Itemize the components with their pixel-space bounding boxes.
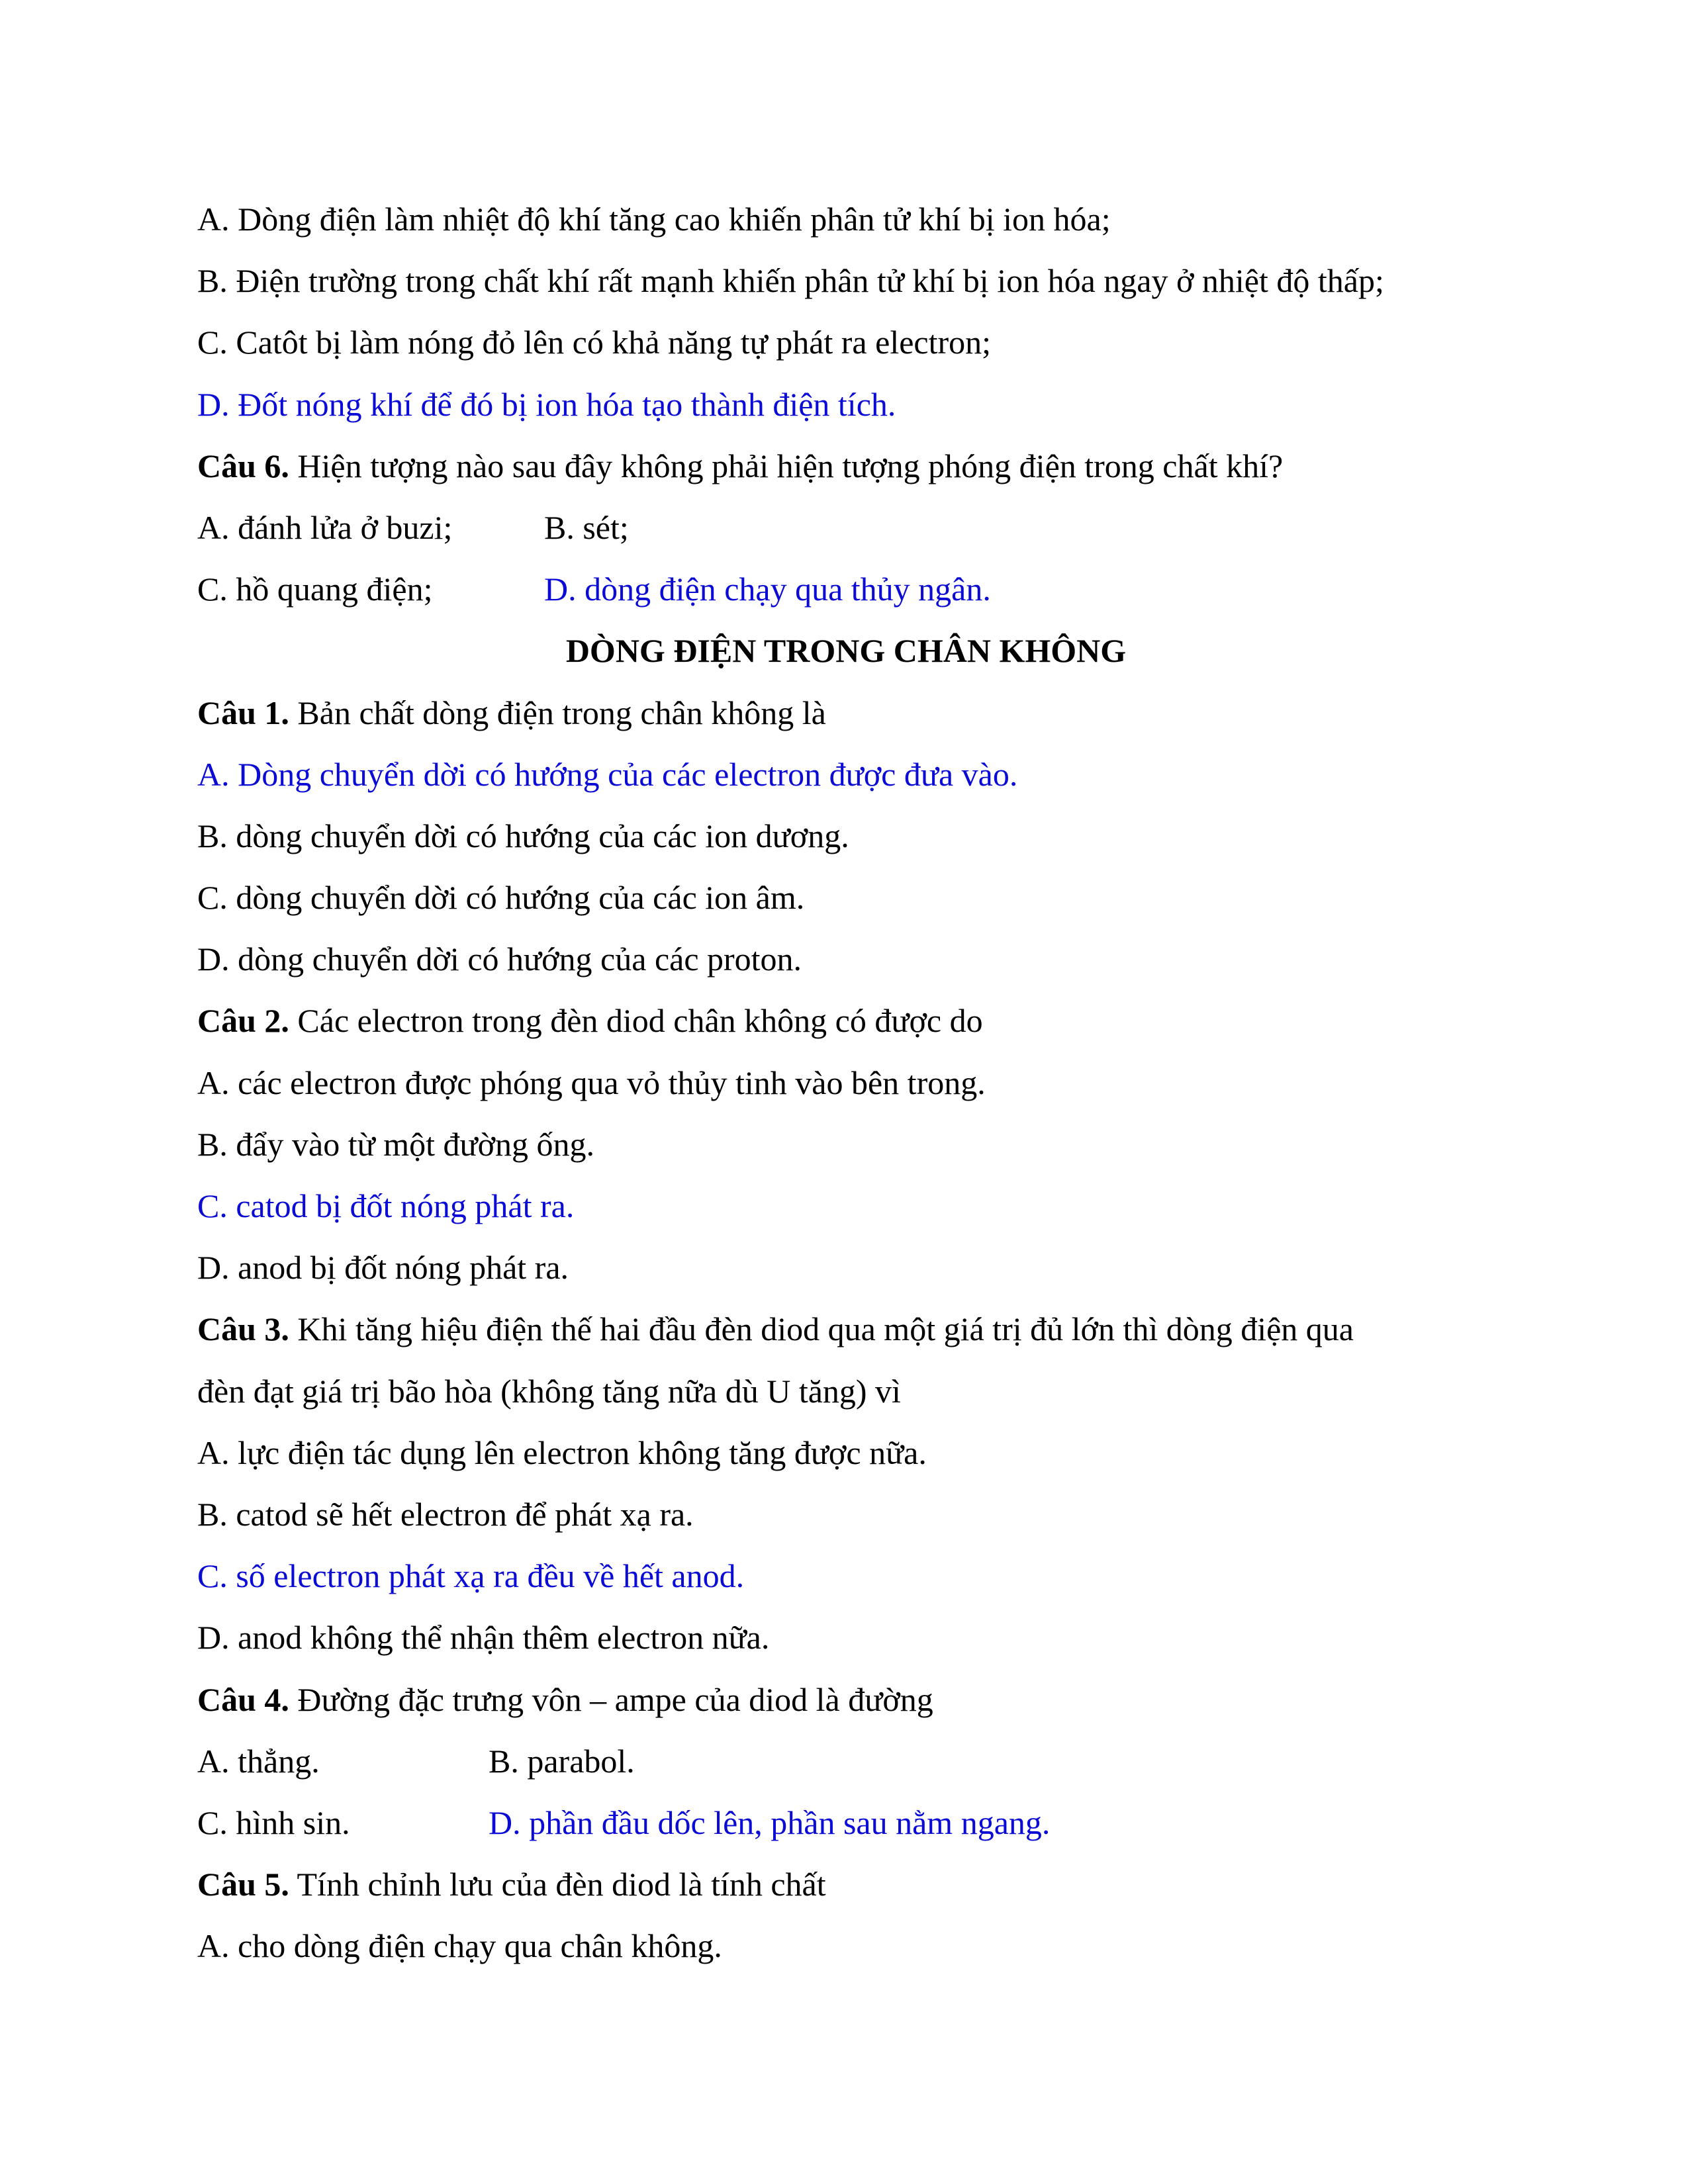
question-4-option-a: A. thẳng. [197, 1742, 320, 1780]
question-2-label: Câu 2. [197, 1002, 289, 1040]
option-d-prev-answer: D. Đốt nóng khí để đó bị ion hóa tạo thành điện tích. [197, 385, 896, 423]
document-page [197, 189, 1495, 1977]
question-2-option-a: A. các electron được phóng qua vỏ thủy tinh vào bên trong. [197, 1064, 986, 1101]
question-5 [197, 1854, 1495, 1915]
question-6-option-b: B. sét; [544, 508, 629, 546]
question-1-option-a-answer: A. Dòng chuyển dời có hướng của các electron được đưa vào. [197, 755, 1018, 793]
question-4-options-row-1 [197, 1731, 1495, 1792]
question-6-text: Hiện tượng nào sau đây không phải hiện tượng phóng điện trong chất khí? [289, 447, 1284, 484]
question-3-text-continued: đèn đạt giá trị bão hòa (không tăng nữa dù U tăng) vì [197, 1372, 901, 1410]
question-3-label: Câu 3. [197, 1310, 289, 1348]
question-1-option-c: C. dòng chuyển dời có hướng của các ion âm. [197, 879, 805, 917]
question-3 [197, 1298, 1495, 1360]
question-6-label: Câu 6. [197, 447, 289, 484]
question-3-text: Khi tăng hiệu điện thế hai đầu đèn diod qua một giá trị đủ lớn thì dòng điện qua [289, 1310, 1354, 1348]
question-6-option-d-answer: D. dòng điện chạy qua thủy ngân. [544, 570, 991, 608]
question-6-options-row-2 [197, 559, 1495, 620]
question-4-text: Đường đặc trưng vôn – ampe của diod là đường [289, 1680, 933, 1718]
question-3-option-b: B. catod sẽ hết electron để phát xạ ra. [197, 1495, 694, 1533]
question-4-option-d-answer: D. phần đầu dốc lên, phần sau nằm ngang. [489, 1803, 1051, 1841]
question-1-text: Bản chất dòng điện trong chân không là [289, 694, 826, 731]
question-1-option-b: B. dòng chuyển dời có hướng của các ion dương. [197, 817, 849, 854]
question-2-option-c-answer: C. catod bị đốt nóng phát ra. [197, 1187, 575, 1224]
question-2-option-d: D. anod bị đốt nóng phát ra. [197, 1249, 569, 1287]
section-heading: DÒNG ĐIỆN TRONG CHÂN KHÔNG [565, 632, 1127, 670]
option-b-prev: B. Điện trường trong chất khí rất mạnh khiến phân tử khí bị ion hóa ngay ở nhiệt độ thấp; [197, 262, 1384, 300]
question-4-option-c: C. hình sin. [197, 1803, 350, 1841]
question-4 [197, 1669, 1495, 1731]
question-6-options-row-1 [197, 497, 1495, 559]
question-5-label: Câu 5. [197, 1866, 289, 1903]
question-2 [197, 990, 1495, 1052]
question-6-option-a: A. đánh lửa ở buzi; [197, 508, 453, 546]
question-3-option-c-answer: C. số electron phát xạ ra đều về hết anod. [197, 1557, 745, 1595]
question-6 [197, 435, 1495, 497]
option-a-prev: A. Dòng điện làm nhiệt độ khí tăng cao khiến phân tử khí bị ion hóa; [197, 201, 1111, 238]
question-3-option-d: D. anod không thể nhận thêm electron nữa. [197, 1619, 770, 1657]
question-4-label: Câu 4. [197, 1680, 289, 1718]
question-4-option-b: B. parabol. [489, 1742, 635, 1780]
question-3-option-a: A. lực điện tác dụng lên electron không tăng được nữa. [197, 1433, 927, 1471]
question-5-text: Tính chỉnh lưu của đèn diod là tính chất [289, 1866, 826, 1903]
question-1-label: Câu 1. [197, 694, 289, 731]
question-6-option-c: C. hồ quang điện; [197, 570, 433, 608]
option-c-prev: C. Catôt bị làm nóng đỏ lên có khả năng tự phát ra electron; [197, 324, 992, 361]
question-5-option-a: A. cho dòng điện chạy qua chân không. [197, 1927, 722, 1965]
question-1 [197, 682, 1495, 744]
question-2-text: Các electron trong đèn diod chân không có được do [289, 1002, 983, 1040]
question-4-options-row-2 [197, 1792, 1495, 1854]
question-2-option-b: B. đẩy vào từ một đường ống. [197, 1125, 595, 1163]
question-1-option-d: D. dòng chuyển dời có hướng của các proton. [197, 940, 802, 978]
